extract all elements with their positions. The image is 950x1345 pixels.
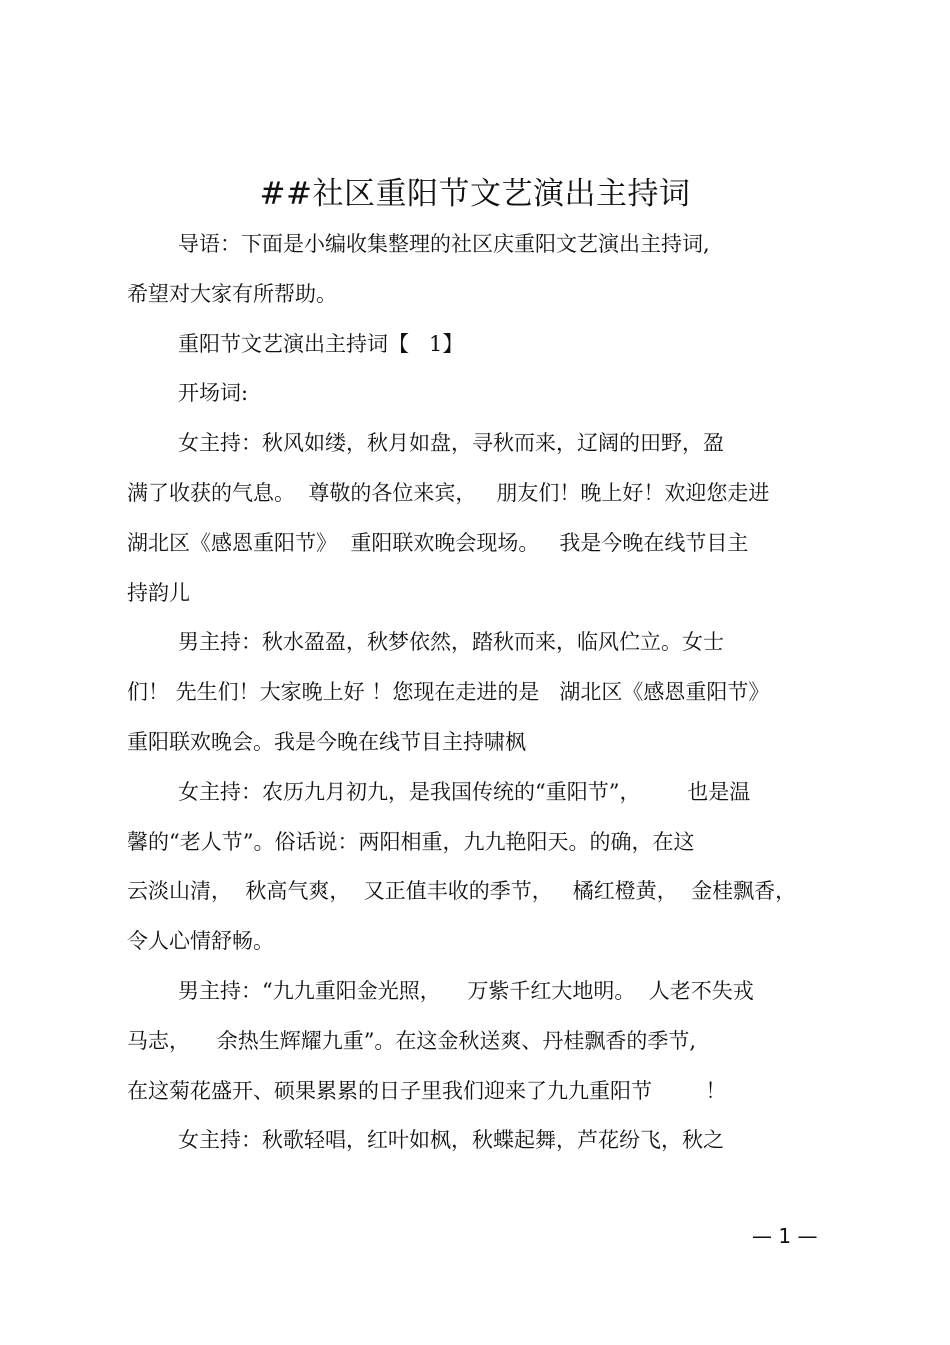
paragraph-line: 湖北区《感恩重阳节》 重阳联欢晚会现场。 我是今晚在线节目主 (127, 531, 749, 555)
paragraph-line: 在这菊花盛开、硕果累累的日子里我们迎来了九九重阳节 ！ (127, 1079, 727, 1103)
paragraph-line: 男主持：“九九重阳金光照， 万紫千红大地明。 人老不失戎 (178, 979, 754, 1003)
paragraph-line: 女主持：秋歌轻唱，红叶如枫，秋蝶起舞，芦花纷飞，秋之 (178, 1128, 724, 1152)
paragraph-line: 马志， 余热生辉耀九重”。在这金秋送爽、丹桂飘香的季节, (127, 1029, 697, 1053)
paragraph-line: 令人心情舒畅。 (127, 929, 274, 953)
paragraph-line: 馨的“老人节”。俗话说：两阳相重，九九艳阳天。的确，在这 (127, 830, 695, 854)
paragraph-line: 女主持：农历九月初九，是我国传统的“重阳节”， 也是温 (178, 780, 751, 804)
paragraph-line: 男主持：秋水盈盈，秋梦依然，踏秋而来，临风伫立。女士 (178, 630, 724, 654)
section-heading: 重阳节文艺演出主持词【 1】 (178, 332, 464, 356)
paragraph-line: 云淡山清， 秋高气爽， 又正值丰收的季节， 橘红橙黄， 金桂飘香， (127, 879, 797, 903)
paragraph-line: 希望对大家有所帮助。 (127, 282, 337, 306)
paragraph-line: 们！ 先生们！大家晚上好 ！您现在走进的是 湖北区《感恩重阳节》 (127, 680, 770, 704)
paragraph-line: 满了收获的气息。 尊敬的各位来宾， 朋友们！晚上好！欢迎您走进 (127, 481, 770, 505)
paragraph-line: 女主持：秋风如缕，秋月如盘，寻秋而来，辽阔的田野，盈 (178, 431, 724, 455)
paragraph-line: 导语：下面是小编收集整理的社区庆重阳文艺演出主持词, (178, 232, 710, 256)
paragraph-line: 持韵儿 (127, 581, 190, 605)
page-number: — 1 — (752, 1224, 818, 1248)
section-subheading: 开场词: (178, 381, 249, 405)
paragraph-line: 重阳联欢晚会。我是今晚在线节目主持啸枫 (127, 730, 526, 754)
document-title: ##社区重阳节文艺演出主持词 (259, 176, 691, 212)
